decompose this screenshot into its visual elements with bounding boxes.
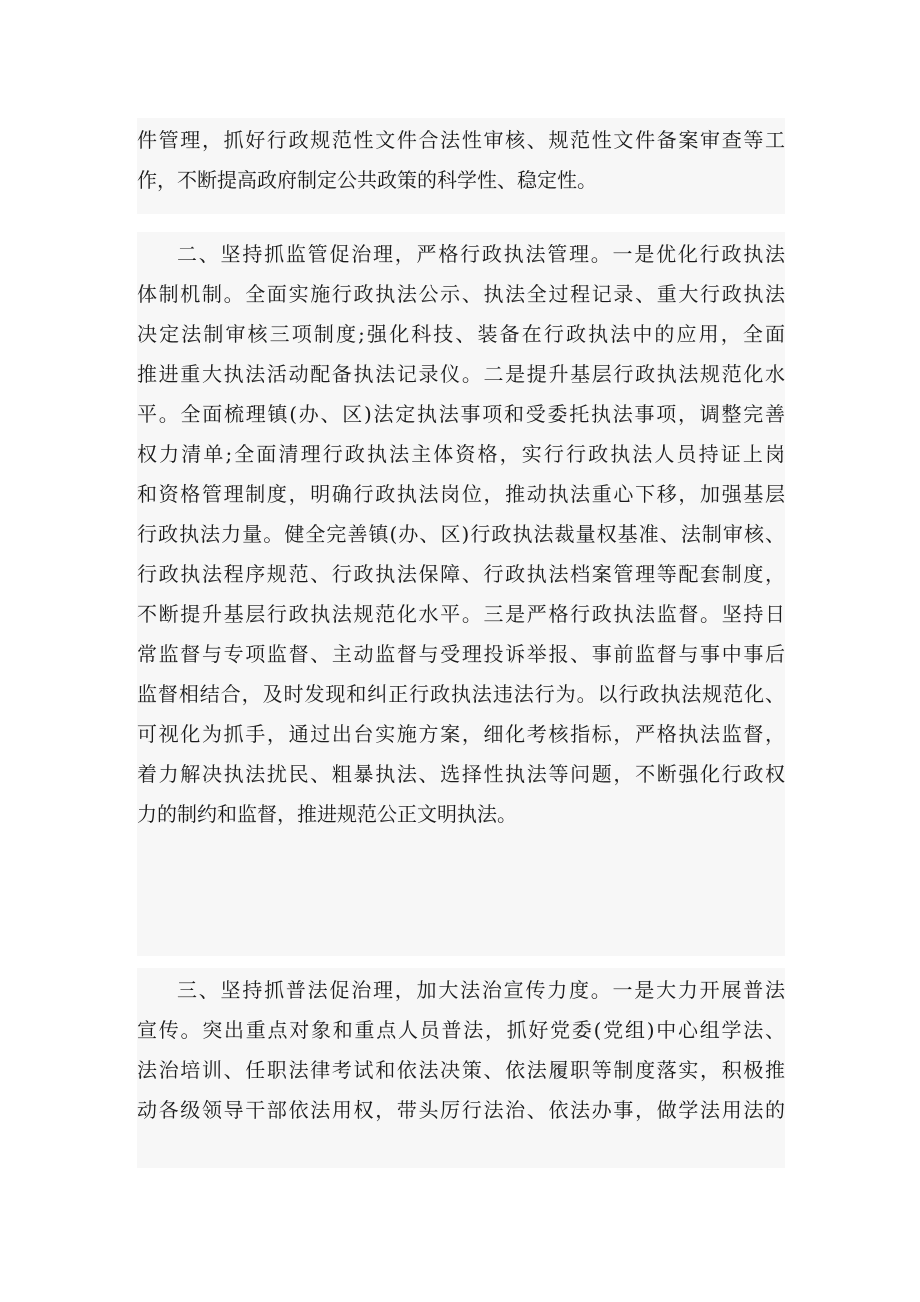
- paragraph-line: 和资格管理制度，明确行政执法岗位，推动执法重心下移，加强基层: [137, 482, 785, 506]
- paragraph-3: [137, 968, 785, 1168]
- paragraph-line: 行政执法程序规范、行政执法保障、行政执法档案管理等配套制度，: [137, 562, 785, 586]
- paragraph-line: 二、坚持抓监管促治理，严格行政执法管理。一是优化行政执法: [177, 242, 785, 266]
- paragraph-line: 权力清单;全面清理行政执法主体资格，实行行政执法人员持证上岗: [137, 442, 785, 466]
- paragraph-line: 动各级领导干部依法用权，带头厉行法治、依法办事，做学法用法的: [137, 1098, 785, 1122]
- paragraph-2: [137, 232, 785, 956]
- paragraph-line: 着力解决执法扰民、粗暴执法、选择性执法等问题，不断强化行政权: [137, 762, 785, 786]
- paragraph-line: 行政执法力量。健全完善镇(办、区)行政执法裁量权基准、法制审核、: [137, 522, 785, 546]
- paragraph-line: 可视化为抓手，通过出台实施方案，细化考核指标，严格执法监督，: [137, 722, 785, 746]
- paragraph-line: 体制机制。全面实施行政执法公示、执法全过程记录、重大行政执法: [137, 282, 785, 306]
- paragraph-line: 监督相结合，及时发现和纠正行政执法违法行为。以行政执法规范化、: [137, 682, 785, 706]
- paragraph-line: 推进重大执法活动配备执法记录仪。二是提升基层行政执法规范化水: [137, 362, 785, 386]
- paragraph-line: 常监督与专项监督、主动监督与受理投诉举报、事前监督与事中事后: [137, 642, 785, 666]
- paragraph-line: 作，不断提高政府制定公共政策的科学性、稳定性。: [137, 168, 597, 192]
- paragraph-line: 法治培训、任职法律考试和依法决策、依法履职等制度落实，积极推: [137, 1058, 785, 1082]
- paragraph-line: 决定法制审核三项制度;强化科技、装备在行政执法中的应用，全面: [137, 322, 785, 346]
- paragraph-line: 力的制约和监督，推进规范公正文明执法。: [137, 802, 517, 826]
- paragraph-line: 平。全面梳理镇(办、区)法定执法事项和受委托执法事项，调整完善: [137, 402, 785, 426]
- paragraph-line: 不断提升基层行政执法规范化水平。三是严格行政执法监督。坚持日: [137, 602, 785, 626]
- paragraph-1: [137, 118, 785, 214]
- paragraph-line: 三、坚持抓普法促治理，加大法治宣传力度。一是大力开展普法: [177, 978, 785, 1002]
- paragraph-line: 宣传。突出重点对象和重点人员普法，抓好党委(党组)中心组学法、: [137, 1018, 785, 1042]
- paragraph-line: 件管理，抓好行政规范性文件合法性审核、规范性文件备案审查等工: [137, 128, 785, 152]
